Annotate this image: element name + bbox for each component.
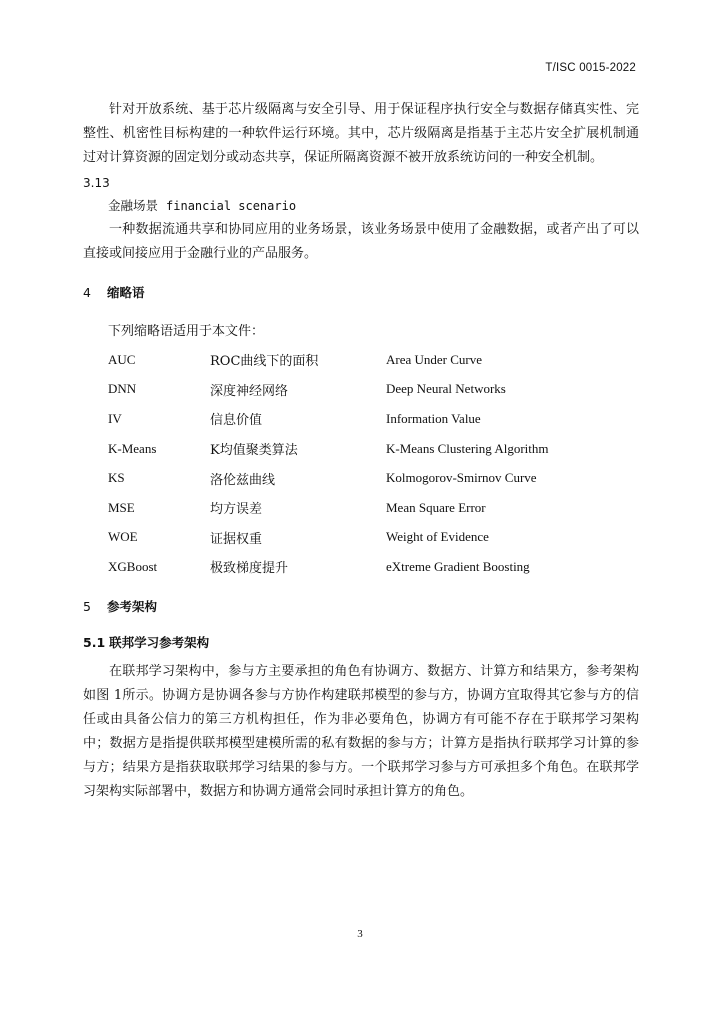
table-row: [108, 463, 628, 493]
section-5-heading: [83, 597, 157, 615]
abbr-cell: K-Means: [108, 440, 157, 456]
table-row: [108, 552, 628, 582]
abbr-zh-cell: 深度神经网络: [210, 383, 289, 399]
table-row: [108, 345, 628, 375]
subsection-5-1-heading: [83, 633, 209, 651]
table-row: [108, 523, 628, 553]
abbr-cell: WOE: [108, 529, 138, 545]
abbr-cell: MSE: [108, 499, 135, 515]
subsection-5-1-title: 联邦学习参考架构: [109, 635, 210, 650]
abbr-en-cell: Area Under Curve: [386, 351, 483, 367]
table-row: [108, 434, 628, 464]
table-row: [108, 404, 628, 434]
term-number: 3.13: [83, 176, 110, 190]
abbreviations-table: [108, 345, 628, 582]
abbr-zh-cell: 均方误差: [210, 502, 263, 518]
abbr-zh-cell: 洛伦兹曲线: [210, 472, 276, 488]
section-5-number: 5: [83, 599, 91, 614]
abbr-cell: DNN: [108, 381, 137, 397]
abbreviations-intro: 下列缩略语适用于本文件：: [108, 324, 265, 339]
abbr-cell: IV: [108, 410, 122, 426]
table-row: [108, 493, 628, 523]
term-title-zh: 金融场景: [108, 198, 159, 213]
intro-paragraph: 针对开放系统、基于芯片级隔离与安全引导、用于保证程序执行安全与数据存储真实性、完整性、机密性目标构建的一种软件运行环境。其中，芯片级隔离是指基于主芯片安全扩展机制通过对计算资源的固定划分或动态共享，保证所隔离资源不被开放系统访问的一种安全机制。: [83, 102, 639, 165]
abbr-zh-cell: 证据权重: [210, 531, 263, 547]
section-4-number: 4: [83, 285, 91, 300]
abbr-cell: KS: [108, 470, 125, 486]
abbr-en-cell: Deep Neural Networks: [386, 381, 506, 397]
section-5-1-body: 在联邦学习架构中，参与方主要承担的角色有协调方、数据方、计算方和结果方，参考架构如图 1所示。协调方是协调各参与方协作构建联邦模型的参与方，协调方宜取得其它参与方的信任或由具备公信力的第三方机构担任，作为非必要角色，协调方有可能不存在于联邦学习架构中；数据方是指提供联邦模型建模所需的私有数据的参与方；计算方是指执行联邦学习计算的参与方；结果方是指获取联邦学习结果的参与方。一个联邦学习参与方可承担多个角色。在联邦学习架构实际部署中，数据方和协调方通常会同时承担计算方的角色。: [83, 664, 639, 799]
subsection-5-1-number: 5.1: [83, 635, 106, 650]
table-row: [108, 375, 628, 405]
abbr-en-cell: Kolmogorov-Smirnov Curve: [386, 470, 537, 486]
abbr-cell: XGBoost: [108, 558, 158, 574]
abbr-en-cell: Weight of Evidence: [386, 529, 489, 545]
abbr-cell: AUC: [108, 351, 136, 367]
document-code: T/ISC 0015-2022: [545, 62, 636, 74]
section-4-title: 缩略语: [107, 285, 145, 300]
abbr-en-cell: K-Means Clustering Algorithm: [386, 440, 549, 456]
page-number: 3: [357, 928, 363, 940]
term-definition: 一种数据流通共享和协同应用的业务场景，该业务场景中使用了金融数据，或者产出了可以直接或间接应用于金融行业的产品服务。: [83, 222, 639, 261]
abbr-zh-cell: K均值聚类算法: [210, 443, 298, 459]
abbr-zh-cell: 信息价值: [210, 413, 263, 429]
section-4-heading: [83, 283, 145, 301]
term-title: [108, 196, 296, 214]
abbr-en-cell: Mean Square Error: [386, 499, 486, 515]
term-title-en: financial scenario: [166, 199, 297, 213]
abbr-en-cell: Information Value: [386, 410, 481, 426]
section-5-title: 参考架构: [107, 599, 158, 614]
abbr-zh-cell: ROC曲线下的面积: [210, 354, 319, 370]
abbr-zh-cell: 极致梯度提升: [210, 561, 289, 577]
abbr-en-cell: eXtreme Gradient Boosting: [386, 558, 530, 574]
